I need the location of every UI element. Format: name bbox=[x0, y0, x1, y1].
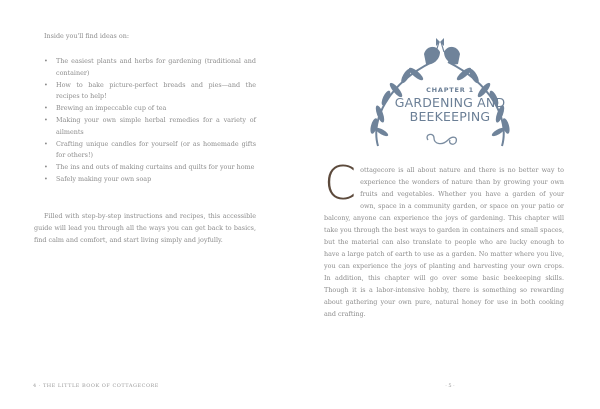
intro-text: Inside you'll find ideas on: bbox=[44, 32, 129, 40]
list-item: • Brewing an impeccable cup of tea bbox=[44, 103, 256, 115]
bullet-icon: • bbox=[44, 174, 48, 183]
bullet-icon: • bbox=[44, 163, 48, 172]
running-footer: 4 · THE LITTLE BOOK OF COTTAGECORE bbox=[33, 383, 159, 389]
right-page bbox=[300, 0, 600, 409]
list-item: • The ins and outs of making curtains and quilts for your home bbox=[44, 162, 256, 174]
bullet-icon: • bbox=[44, 104, 48, 113]
drop-cap: C bbox=[324, 156, 357, 210]
swirl-flourish-icon bbox=[427, 134, 456, 144]
chapter-label: CHAPTER 1 bbox=[426, 86, 474, 94]
chapter-title: GARDENING AND BEEKEEPING bbox=[394, 95, 506, 124]
bullet-icon: • bbox=[44, 115, 48, 124]
list-item: • Safely making your own soap bbox=[44, 174, 256, 186]
bullet-icon: • bbox=[44, 139, 48, 148]
page-number: · 5 · bbox=[445, 383, 455, 389]
closing-paragraph: Filled with step-by-step instructions and recipes, this accessible guide will lead you through all the ways you can get back to basics, find calm and comfort, and start living simply and joyfully. bbox=[34, 212, 256, 244]
list-item: • The easiest plants and herbs for gardening (traditional and container) bbox=[44, 57, 256, 77]
chapter-body: Cottagecore is all about nature and there is no better way to experience the wonders of nature than by growing your own fruits and vegetables. Whether you have a garden of your own, space in a community garden, or space on your patio or balcony, anyone can experience the joys of gardening. This chapter will take you through the best ways to garden in containers and small spaces, but the material can also translate to people who are lucky enough to have a large patch of earth to use as a garden. No matter where you live, you can experience the joys of planting and harvesting your own crops. In addition, this chapter will go over some basic beekeeping skills. Though it is a labor-intensive hobby, there is something so rewarding about gathering your own pure, natural honey for use in both cooking and crafting. bbox=[324, 156, 564, 318]
list-item: • How to bake picture-perfect breads and pies—and the recipes to help! bbox=[44, 80, 256, 101]
bullet-icon: • bbox=[44, 57, 48, 65]
list-item: • Making your own simple herbal remedies for a variety of ailments bbox=[44, 115, 256, 136]
ideas-list bbox=[44, 56, 256, 186]
list-item: • Crafting unique candles for yourself (or as homemade gifts for others!) bbox=[44, 139, 256, 160]
bullet-icon: • bbox=[44, 80, 48, 89]
